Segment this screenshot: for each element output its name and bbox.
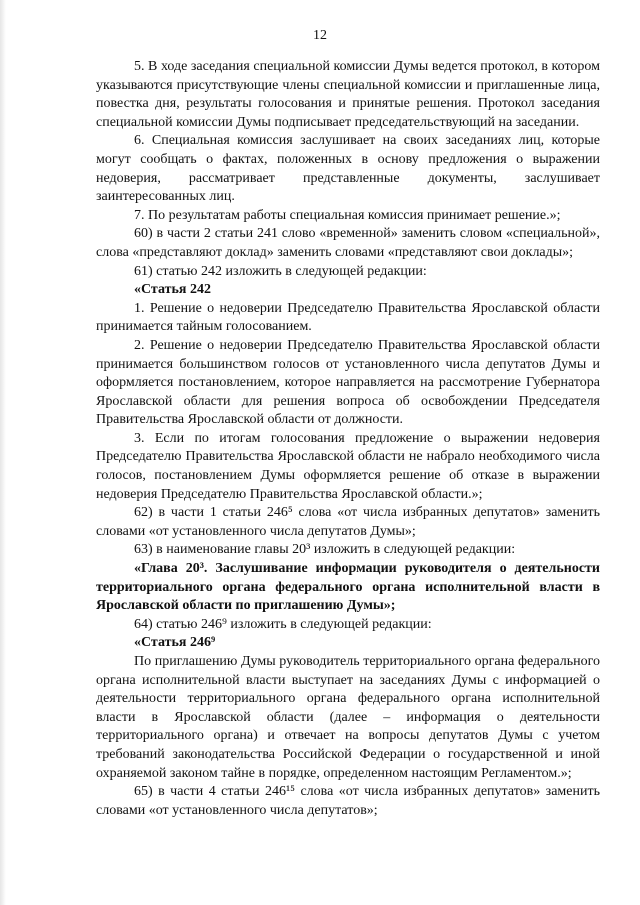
chapter-20-3-heading: «Глава 20³. Заслушивание информации руководителя о деятельности территориального органа федерального органа исполнительной власти в Ярославской области по приглашению Думы»;	[96, 561, 600, 614]
amendment-62: 62) в части 1 статьи 246⁵ слова «от числа избранных депутатов» заменить словами «от установленного числа депутатов Думы»;	[96, 505, 600, 539]
paragraph-7: 7. По результатам работы специальная комиссия принимает решение.»;	[134, 207, 561, 223]
article-242-heading: «Статья 242	[134, 282, 211, 298]
paragraph-5: 5. В ходе заседания специальной комиссии Думы ведется протокол, в котором указываются присутствующие члены специальной комиссии и приглашенные лица, повестка дня, результаты голосования и принятые решения. Протокол заседания специальной комиссии Думы подписывает председательствующий на заседании.	[96, 59, 600, 130]
article-246-9-heading: «Статья 246⁹	[134, 635, 216, 651]
scan-edge-shadow	[0, 0, 6, 905]
article-246-9-text: По приглашению Думы руководитель территориального органа федерального органа исполнительной власти выступает на заседаниях Думы с информацией о деятельности территориального органа федерального органа исполнительной власти в Ярославской области (далее – информация о деятельности территориального органа) и отвечает на вопросы депутатов Думы с учетом требований законодательства Российской Федерации о государственной и иной охраняемой законом тайне в порядке, определенном настоящим Регламентом.»;	[96, 654, 600, 781]
amendment-64: 64) статью 246⁹ изложить в следующей редакции:	[134, 616, 432, 632]
article-242-part-2: 2. Решение о недоверии Председателю Правительства Ярославской области принимается большинством голосов от установленного числа депутатов Думы и оформляется постановлением, которое направляется на рассмотрение Губернатора Ярославской области для решения вопроса об освобождении Председателя Правительства Ярославской области от должности.	[96, 337, 600, 428]
amendment-60: 60) в части 2 статьи 241 слово «временной» заменить словом «специальной», слова «представляют доклад» заменить словами «представляют свои доклады»;	[96, 226, 600, 260]
paragraph-6: 6. Специальная комиссия заслушивает на своих заседаниях лиц, которые могут сообщать о фактах, положенных в основу предложения о выражении недоверия, рассматривает представленные документы, заслушивает заинтересованных лиц.	[96, 133, 600, 205]
amendment-61: 61) статью 242 изложить в следующей редакции:	[134, 263, 427, 279]
document-body	[96, 58, 600, 820]
article-242-part-1: 1. Решение о недоверии Председателю Правительства Ярославской области принимается тайным голосованием.	[96, 300, 600, 335]
page-number: 12	[313, 28, 327, 43]
amendment-65: 65) в части 4 статьи 246¹⁵ слова «от числа избранных депутатов» заменить словами «от установленного числа депутатов»;	[96, 784, 600, 818]
article-242-part-3: 3. Если по итогам голосования предложение о выражении недоверия Председателю Правительства Ярославской области не набрало необходимого числа голосов, постановлением Думы оформляется решение об отказе в выражении недоверия Председателю Правительства Ярославской области.»;	[96, 430, 600, 502]
amendment-63: 63) в наименование главы 20³ изложить в следующей редакции:	[134, 542, 516, 558]
